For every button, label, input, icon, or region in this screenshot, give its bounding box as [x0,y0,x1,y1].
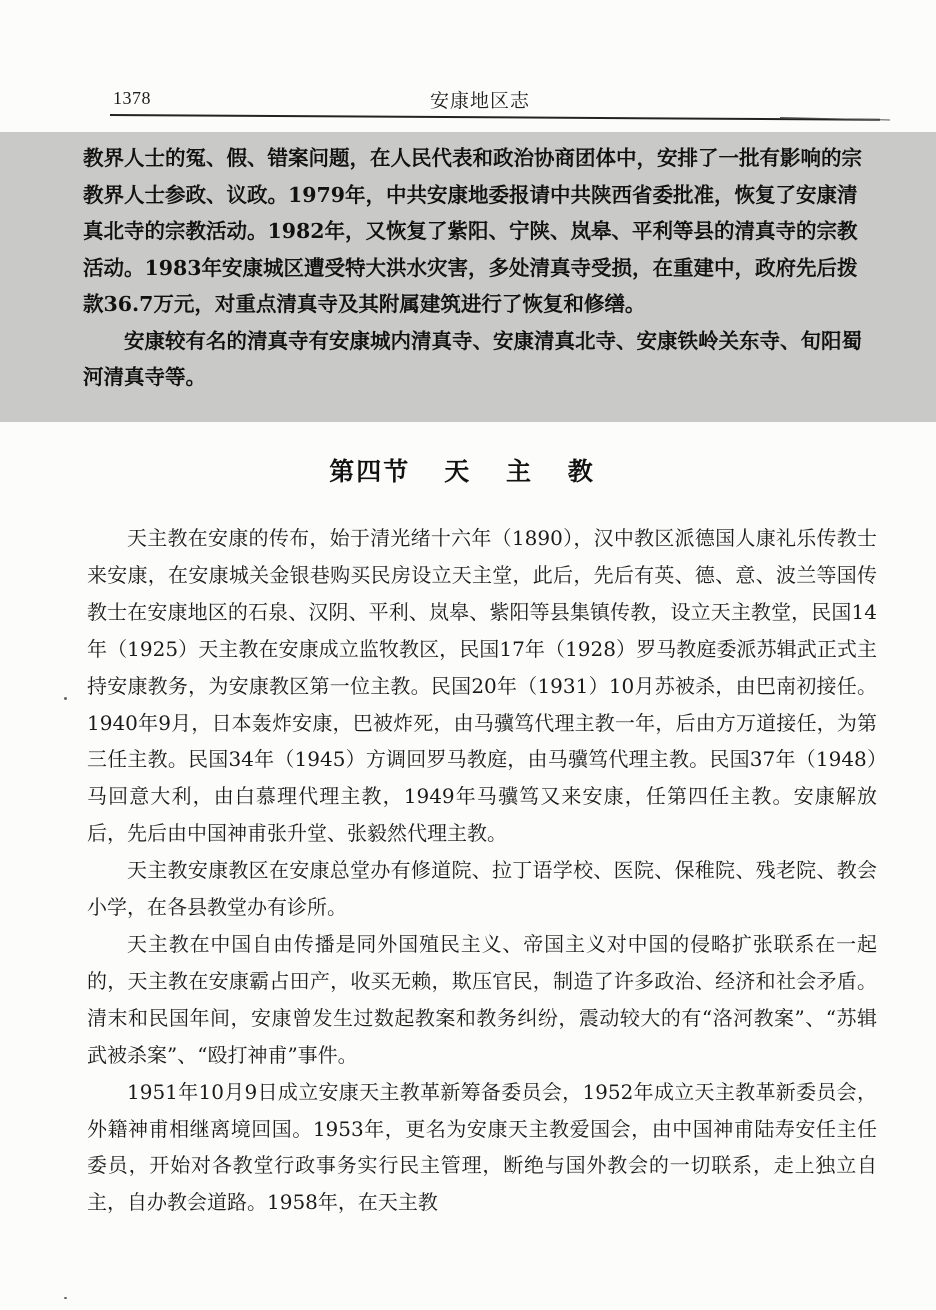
section-body [87,520,877,1221]
page-number: 1378 [113,88,151,108]
section-title: 天 主 教 [444,457,607,486]
body-paragraph: 天主教安康教区在安康总堂办有修道院、拉丁语学校、医院、保稚院、残老院、教会小学，在各县教堂办有诊所。 [87,858,877,920]
body-paragraph: 天主教在安康的传布，始于清光绪十六年（1890），汉中教区派德国人康礼乐传教士来安康，在安康城关金银巷购买民房设立天主堂，此后，先后有英、德、意、波兰等国传教士在安康地区的石泉、汉阴、平利、岚皋、紫阳等县集镇传教，设立天主教堂，民国14年（1925）天主教在安康成立监牧教区，民国17年（1928）罗马教庭委派苏辑武正式主持安康教务，为安康教区第一位主教。民国20年（1931）10月苏被杀，由巴南初接任。1940年9月，日本轰炸安康，巴被炸死，由马骥笃代理主教一年，后由方万道接任，为第三任主教。民国34年（1945）方调回罗马教庭，由马骥笃代理主教。民国37年（1948）马回意大利，由白慕理代理主教，1949年马骥笃又来安康，任第四任主教。安康解放后，先后由中国神甫张升堂、张毅然代理主教。 [87,526,877,846]
print-speck [64,1297,67,1299]
running-title: 安康地区志 [430,90,531,112]
highlighted-text-block [83,140,873,396]
section-number: 第四节 [329,457,411,486]
highlighted-paragraph: 安康较有名的清真寺有安康城内清真寺、安康清真北寺、安康铁岭关东寺、旬阳蜀河清真寺等。 [83,328,862,389]
print-speck [64,697,67,700]
header-rule [110,114,880,121]
section-heading [0,452,936,488]
body-paragraph: 天主教在中国自由传播是同外国殖民主义、帝国主义对中国的侵略扩张联系在一起的，天主教在安康霸占田产，收买无赖，欺压官民，制造了许多政治、经济和社会矛盾。清末和民国年间，安康曾发生过数起教案和教务纠纷，震动较大的有“洛河教案”、“苏辑武被杀案”、“殴打神甫”事件。 [87,931,877,1067]
body-paragraph: 1951年10月9日成立安康天主教革新筹备委员会，1952年成立天主教革新委员会，外籍神甫相继离境回国。1953年，更名为安康天主教爱国会，由中国神甫陆寿安任主任委员，开始对各教堂行政事务实行民主管理，断绝与国外教会的一切联系，走上独立自主，自办教会道路。1958年，在天主教 [87,1079,877,1215]
highlighted-paragraph: 教界人士的冤、假、错案问题，在人民代表和政治协商团体中，安排了一批有影响的宗教界人士参政、议政。1979年，中共安康地委报请中共陕西省委批准，恢复了安康清真北寺的宗教活动。1982年，又恢复了紫阳、宁陕、岚皋、平利等县的清真寺的宗教活动。1983年安康城区遭受特大洪水灾害，多处清真寺受损，在重建中，政府先后拨款36.7万元，对重点清真寺及其附属建筑进行了恢复和修缮。 [83,146,862,316]
page-header [0,0,936,135]
